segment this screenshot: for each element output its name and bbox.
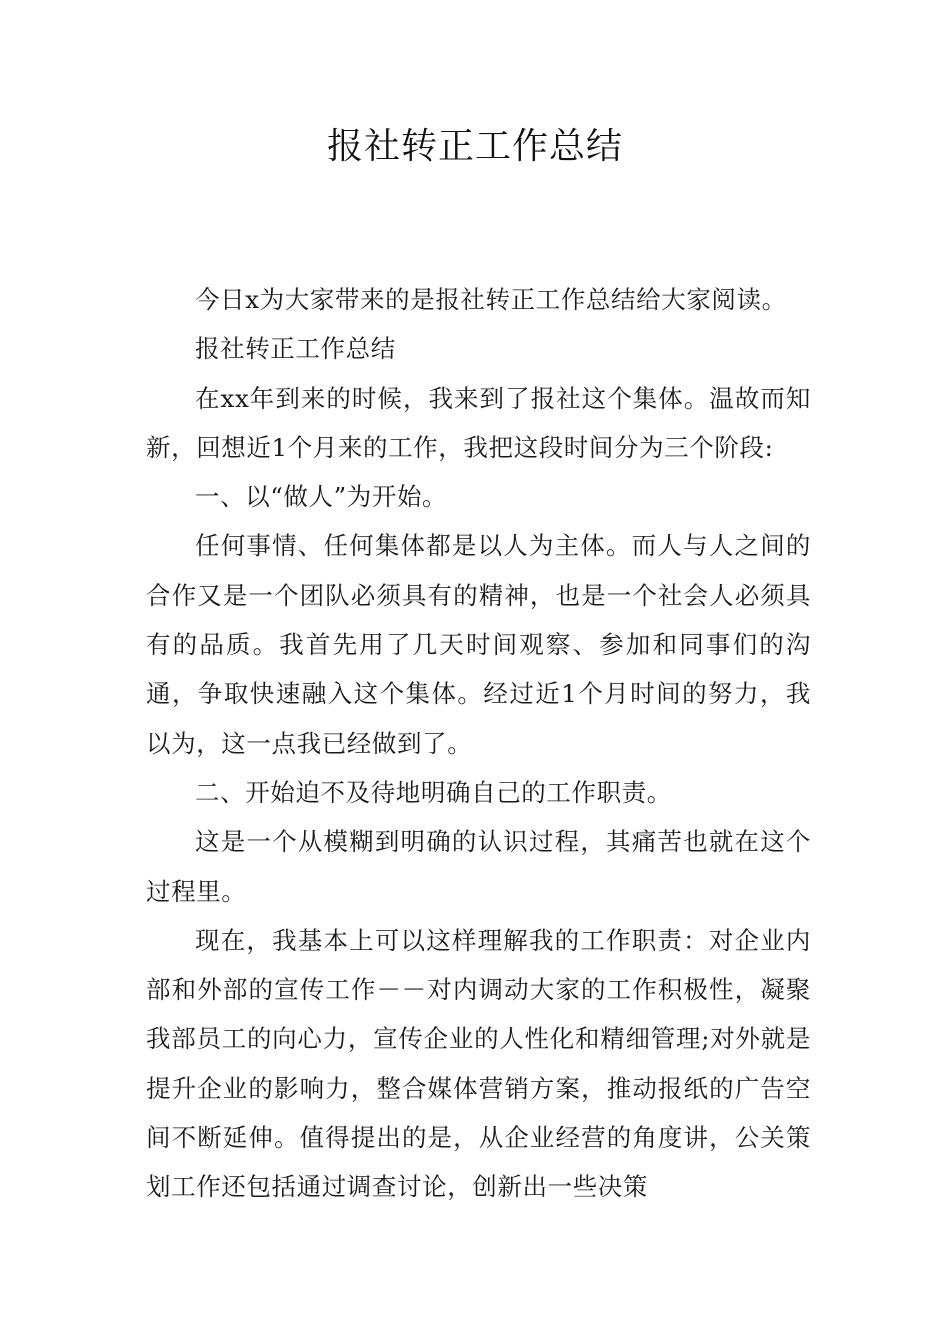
document-title: 报社转正工作总结 xyxy=(326,126,623,167)
paragraph-intro: 今日x为大家带来的是报社转正工作总结给大家阅读。 xyxy=(195,285,787,314)
paragraph-section-one-heading: 一、以“做人”为开始。 xyxy=(195,482,448,512)
paragraph-section-two-heading: 二、开始迫不及待地明确自己的工作职责。 xyxy=(195,777,672,807)
paragraph-section-one-body: 任何事情、任何集体都是以人为主体。而人与人之间的合作又是一个团队必须具有的精神，也是一个社会人必须具有的品质。我首先用了几天时间观察、参加和同事们的沟通，争取快速融入这个集体。经过近1个月时间的努力，我以为，这一点我已经做到了。 xyxy=(146,531,811,758)
paragraph-section-two-body: 这是一个从模糊到明确的认识过程，其痛苦也就在这个过程里。 xyxy=(146,827,811,906)
document-body xyxy=(146,275,811,1212)
paragraph-duties: 现在，我基本上可以这样理解我的工作职责：对企业内部和外部的宣传工作－－对内调动大家的工作积极性，凝聚我部员工的向心力，宣传企业的人性化和精细管理;对外就是提升企业的影响力，整合媒体营销方案，推动报纸的广告空间不断延伸。值得提出的是，从企业经营的角度讲，公关策划工作还包括通过调查讨论，创新出一些决策 xyxy=(146,925,811,1202)
paragraph-arrival: 在xx年到来的时候，我来到了报社这个集体。温故而知新，回想近1个月来的工作，我把这段时间分为三个阶段: xyxy=(146,383,811,462)
paragraph-subtitle: 报社转正工作总结 xyxy=(195,334,396,364)
